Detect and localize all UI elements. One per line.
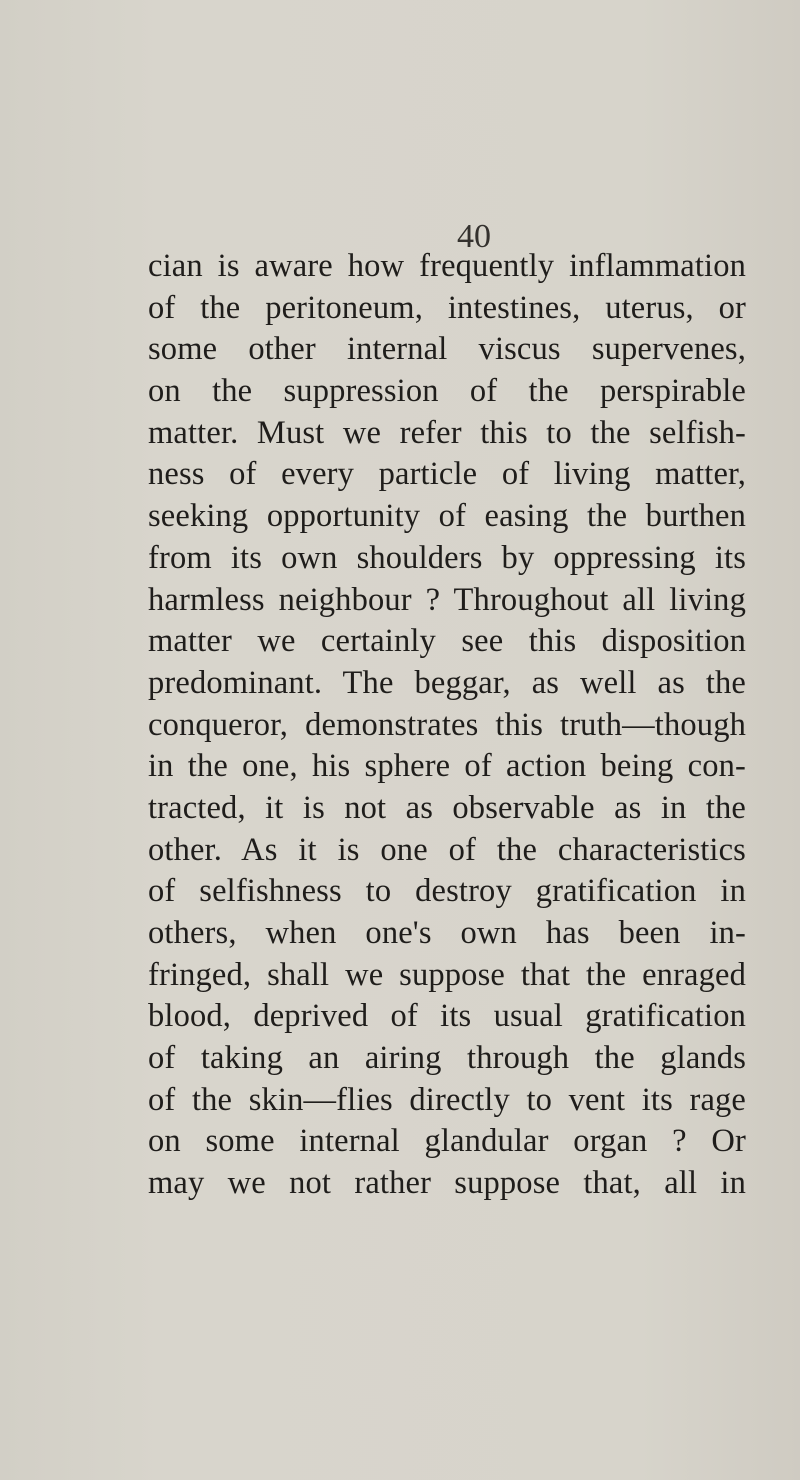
text-line: matter. Must we refer this to the selfish- [148,414,746,451]
text-line: of the skin—flies directly to vent its rage [148,1081,746,1118]
text-line: predominant. The beggar, as well as the [148,664,746,701]
text-line: matter we certainly see this disposition [148,623,746,660]
text-line: conqueror, demonstrates this truth—though [148,706,746,743]
text-line: from its own shoulders by oppressing its [148,539,746,576]
text-line: of taking an airing through the glands [148,1040,746,1077]
text-line: tracted, it is not as observable as in the [148,789,746,826]
text-line: seeking opportunity of easing the burthen [148,498,746,535]
page-number: 40 [457,218,491,255]
text-line: harmless neighbour ? Throughout all living [148,581,746,618]
text-line: blood, deprived of its usual gratification [148,998,746,1035]
text-line: on the suppression of the perspirable [148,373,746,410]
text-line: other. As it is one of the characteristics [148,831,746,868]
text-line: may we not rather suppose that, all in [148,1165,746,1202]
text-line: ness of every particle of living matter, [148,456,746,493]
body-text [148,246,746,1205]
text-line: in the one, his sphere of action being con- [148,748,746,785]
text-line: on some internal glandular organ ? Or [148,1123,746,1160]
text-line: others, when one's own has been in- [148,915,746,951]
text-line: of the peritoneum, intestines, uterus, or [148,289,746,326]
text-line: some other internal viscus supervenes, [148,331,746,368]
text-line: cian is aware how frequently inflammation [148,248,746,284]
text-line: of selfishness to destroy gratification in [148,873,746,910]
text-line: fringed, shall we suppose that the enraged [148,956,746,993]
